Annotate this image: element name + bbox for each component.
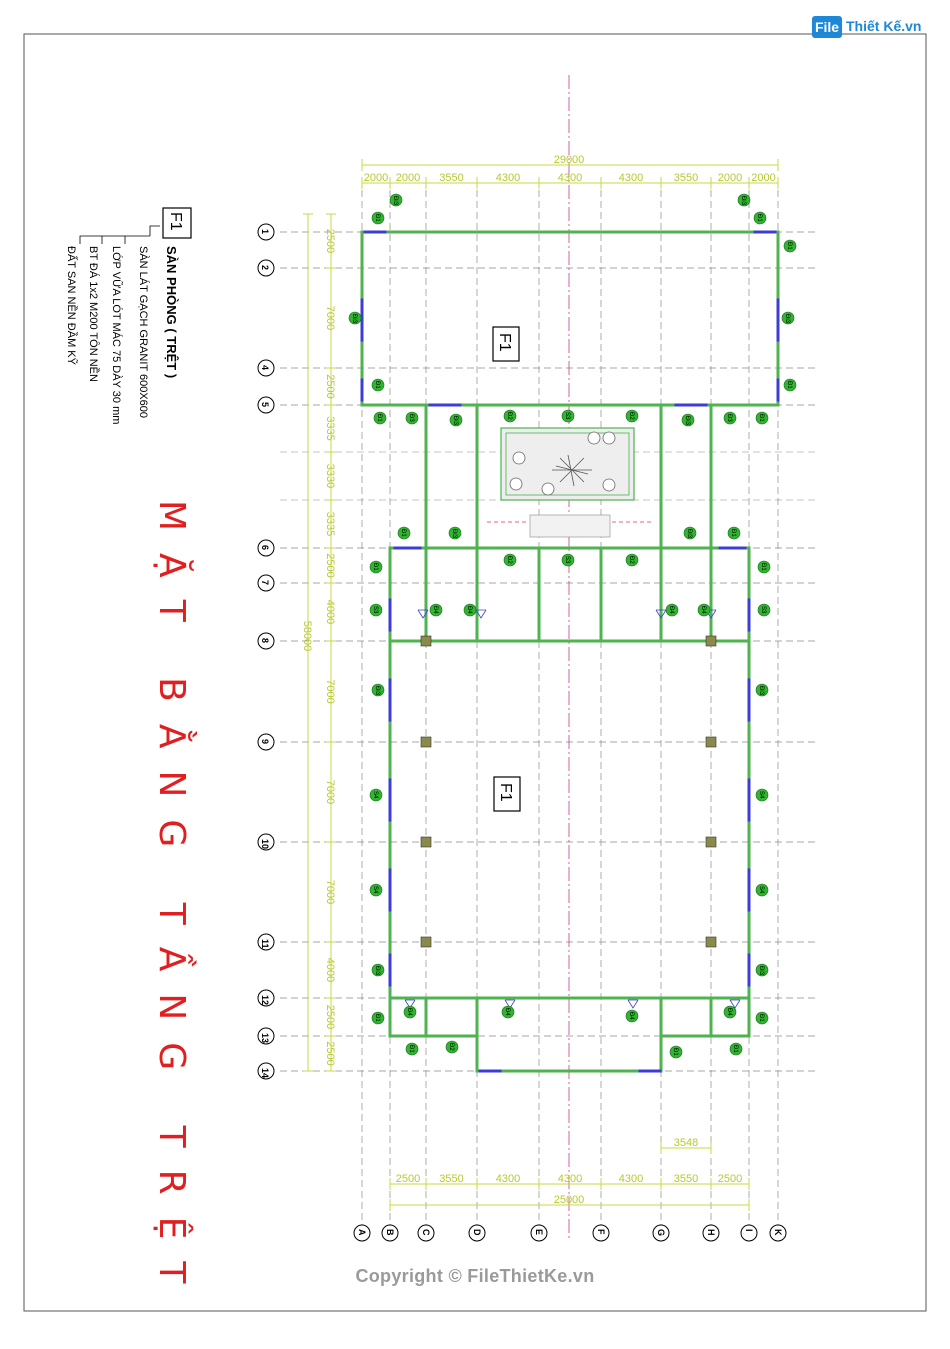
tag-label: S3	[564, 412, 570, 420]
column	[421, 636, 431, 646]
tag-label: Đ1	[372, 563, 378, 571]
tag-label: S4	[758, 886, 764, 894]
dim-bottom-label: 3550	[439, 1173, 464, 1185]
tag-label: Đ1	[756, 214, 762, 222]
tag-label: S4	[372, 791, 378, 799]
tag-label: Đ1	[758, 1014, 764, 1022]
dim-top-label: 3550	[439, 172, 464, 184]
grid-label-row: 8	[260, 638, 270, 644]
tag-label: Đ3	[408, 414, 414, 422]
dim-bottom-total-label: 25000	[553, 1194, 585, 1206]
drawing-title: MẶT BẰNG TẦNG TRỆT	[151, 500, 192, 1306]
column	[421, 837, 431, 847]
dim-top-label: 3550	[673, 172, 699, 184]
dim-top-label: 2000	[395, 172, 421, 184]
tag-label: S3	[564, 556, 570, 564]
tag-label: Đi3	[684, 416, 690, 426]
tag-label: Đ2	[628, 556, 634, 564]
tag-label: Đi3	[686, 529, 692, 539]
courtyard-garden	[501, 428, 634, 500]
tag-label: Đ4	[432, 606, 438, 614]
legend-line-1: SÀN LÁT GẠCH GRANIT 600X600	[137, 246, 149, 418]
tag-label: Đ1	[760, 563, 766, 571]
dim-left-label: 3335	[324, 511, 336, 537]
grid-label-row: 13	[260, 1033, 270, 1044]
column	[421, 937, 431, 947]
dim-left-label: 3330	[324, 463, 336, 489]
dim-top-label: 4300	[495, 172, 521, 184]
tag-label: Đi3	[758, 686, 764, 696]
tag-label: Đi3	[784, 314, 790, 324]
legend-code: F1	[167, 212, 184, 231]
column	[421, 737, 431, 747]
grid-label-col: H	[706, 1229, 716, 1236]
dim-left-total-label: 58000	[301, 620, 313, 652]
dimension-lines	[301, 154, 778, 1211]
tag-label: Đ4	[700, 606, 706, 614]
tag-label: S3	[372, 606, 378, 614]
legend	[65, 208, 191, 424]
room-tag	[494, 777, 520, 811]
dim-top-label: 2000	[751, 172, 776, 184]
shrub	[603, 432, 615, 444]
tag-label: Đ2	[506, 412, 512, 420]
grid-label-row: 10	[260, 839, 270, 850]
tag-label: Đ1	[732, 1045, 738, 1053]
legend-line-2: LỚP VỮA LÓT MÁC 75 DÀY 30 mm	[110, 246, 122, 425]
tag-label: S4	[758, 791, 764, 799]
dim-left-label: 2500	[324, 553, 336, 578]
grid-label-col: A	[357, 1229, 367, 1236]
column	[706, 837, 716, 847]
copyright-text: Copyright © FileThietKe.vn	[355, 1266, 595, 1286]
shrub	[542, 483, 554, 495]
tag-label: Đi3	[740, 196, 746, 206]
tag-label: Đi3	[451, 529, 457, 539]
grid-label-col: C	[421, 1229, 431, 1236]
tag-label: Đi3	[452, 416, 458, 426]
dim-left-label: 7000	[324, 305, 336, 331]
tag-label: Đ2	[628, 412, 634, 420]
tag-label: Đ1	[730, 529, 736, 537]
tag-label: Đ4	[466, 606, 472, 614]
grid-label-row: 9	[260, 739, 270, 745]
dim-left-label: 2500	[324, 1004, 336, 1030]
grid-label-row: 7	[260, 580, 270, 586]
logo-mark: File	[812, 16, 842, 38]
room-tag-label: F1	[497, 783, 514, 802]
grid-label-col: G	[656, 1229, 666, 1237]
shrub	[513, 452, 525, 464]
dim-left-label: 2500	[324, 1041, 336, 1066]
tag-label: Đ1	[786, 381, 792, 389]
dim-left-label: 7000	[324, 679, 336, 704]
shrub	[603, 479, 615, 491]
column	[706, 737, 716, 747]
logo-text: Thiết Kế.vn	[846, 18, 922, 34]
grid-bubble-col	[741, 1225, 757, 1241]
tag-label: Đ1	[376, 414, 382, 422]
dim-bottom-label: 2500	[395, 1173, 421, 1185]
tag-label: Đi3	[374, 686, 380, 696]
tag-label: Đ4	[628, 1012, 634, 1020]
tag-label: Đ1	[374, 1014, 380, 1022]
tag-label: Đ1	[758, 414, 764, 422]
grid-label-row: 1	[260, 229, 270, 235]
tag-label: Đ1	[374, 214, 380, 222]
dim-bottom-label: 4300	[618, 1173, 644, 1185]
dim-top-label: 4300	[557, 172, 583, 184]
tag-label: Đ2	[448, 1043, 454, 1051]
tag-label: Đ1	[374, 381, 380, 389]
dim-bottom-label: 2500	[717, 1173, 743, 1185]
grid-label-row: 5	[260, 402, 270, 408]
tag-label: Đ2	[506, 556, 512, 564]
grid-label-row: 2	[260, 265, 270, 271]
column	[706, 937, 716, 947]
dim-top-total-label: 29000	[553, 154, 585, 166]
legend-leader	[80, 236, 150, 244]
dim-left-label: 4000	[324, 599, 336, 625]
tag-label: S4	[372, 886, 378, 894]
tag-label: Đ1	[786, 242, 792, 250]
grid-label-row: 14	[260, 1068, 270, 1079]
shrub	[510, 478, 522, 490]
tag-label: Đ1	[672, 1048, 678, 1056]
site-logo	[812, 14, 932, 42]
tag-label: Đ4	[668, 606, 674, 614]
walls	[362, 232, 778, 1071]
grid-label-col: D	[472, 1229, 482, 1236]
dim-bottom-label: 3550	[673, 1173, 699, 1185]
dim-bottom-label: 4300	[557, 1173, 583, 1185]
room-tag-label: F1	[496, 333, 513, 352]
room-tag	[493, 327, 519, 361]
dim-top-label: 4300	[618, 172, 644, 184]
grid-label-row: 12	[260, 995, 270, 1006]
dim-extra-label: 3548	[673, 1137, 699, 1149]
dim-left-label: 3335	[324, 416, 336, 441]
grid-lines	[258, 75, 818, 1241]
tag-label: S3	[760, 606, 766, 614]
grid-label-col: K	[773, 1229, 783, 1236]
grid-label-row: 11	[260, 939, 270, 949]
tag-label: Đi3	[392, 196, 398, 206]
grid-label-col: F	[596, 1229, 606, 1235]
dim-left-label: 2500	[324, 228, 336, 254]
legend-leader	[150, 226, 160, 236]
door	[628, 1000, 638, 1008]
grid-label-row: 6	[260, 545, 270, 551]
grid-label-col: I	[744, 1229, 754, 1232]
grid-label-row: 4	[260, 365, 270, 371]
dim-top-label: 2000	[363, 172, 389, 184]
legend-line-3: BT ĐÁ 1x2 M200 TÔN NỀN	[87, 246, 99, 382]
tag-label: Đi3	[374, 966, 380, 976]
dim-left-label: 2500	[324, 374, 336, 399]
tag-label: Đ4	[726, 1008, 732, 1016]
entrance-steps	[487, 515, 652, 537]
tag-label: Đ1	[408, 1045, 414, 1053]
grid-label-col: B	[385, 1229, 395, 1236]
shrub	[588, 432, 600, 444]
tag-label: Đ1	[400, 529, 406, 537]
grid-label-col: E	[534, 1229, 544, 1236]
dim-left-label: 7000	[324, 879, 336, 905]
column	[706, 636, 716, 646]
dim-left-label: 4000	[324, 957, 336, 983]
tag-label: Đ4	[504, 1008, 510, 1016]
dim-top-label: 2000	[717, 172, 743, 184]
tag-label: Đi3	[351, 314, 357, 324]
tag-label: Đi3	[758, 966, 764, 976]
legend-line-4: ĐẤT SAN NỀN ĐẦM KỸ	[65, 246, 77, 365]
tag-label: Đ3	[726, 414, 732, 422]
element-tags	[349, 194, 796, 1058]
dim-left-label: 7000	[324, 779, 336, 805]
steps	[530, 515, 610, 537]
legend-title: SÀN PHÒNG ( TRỆT )	[164, 246, 179, 379]
dim-bottom-label: 4300	[495, 1173, 521, 1185]
tag-label: Đ4	[406, 1008, 412, 1016]
